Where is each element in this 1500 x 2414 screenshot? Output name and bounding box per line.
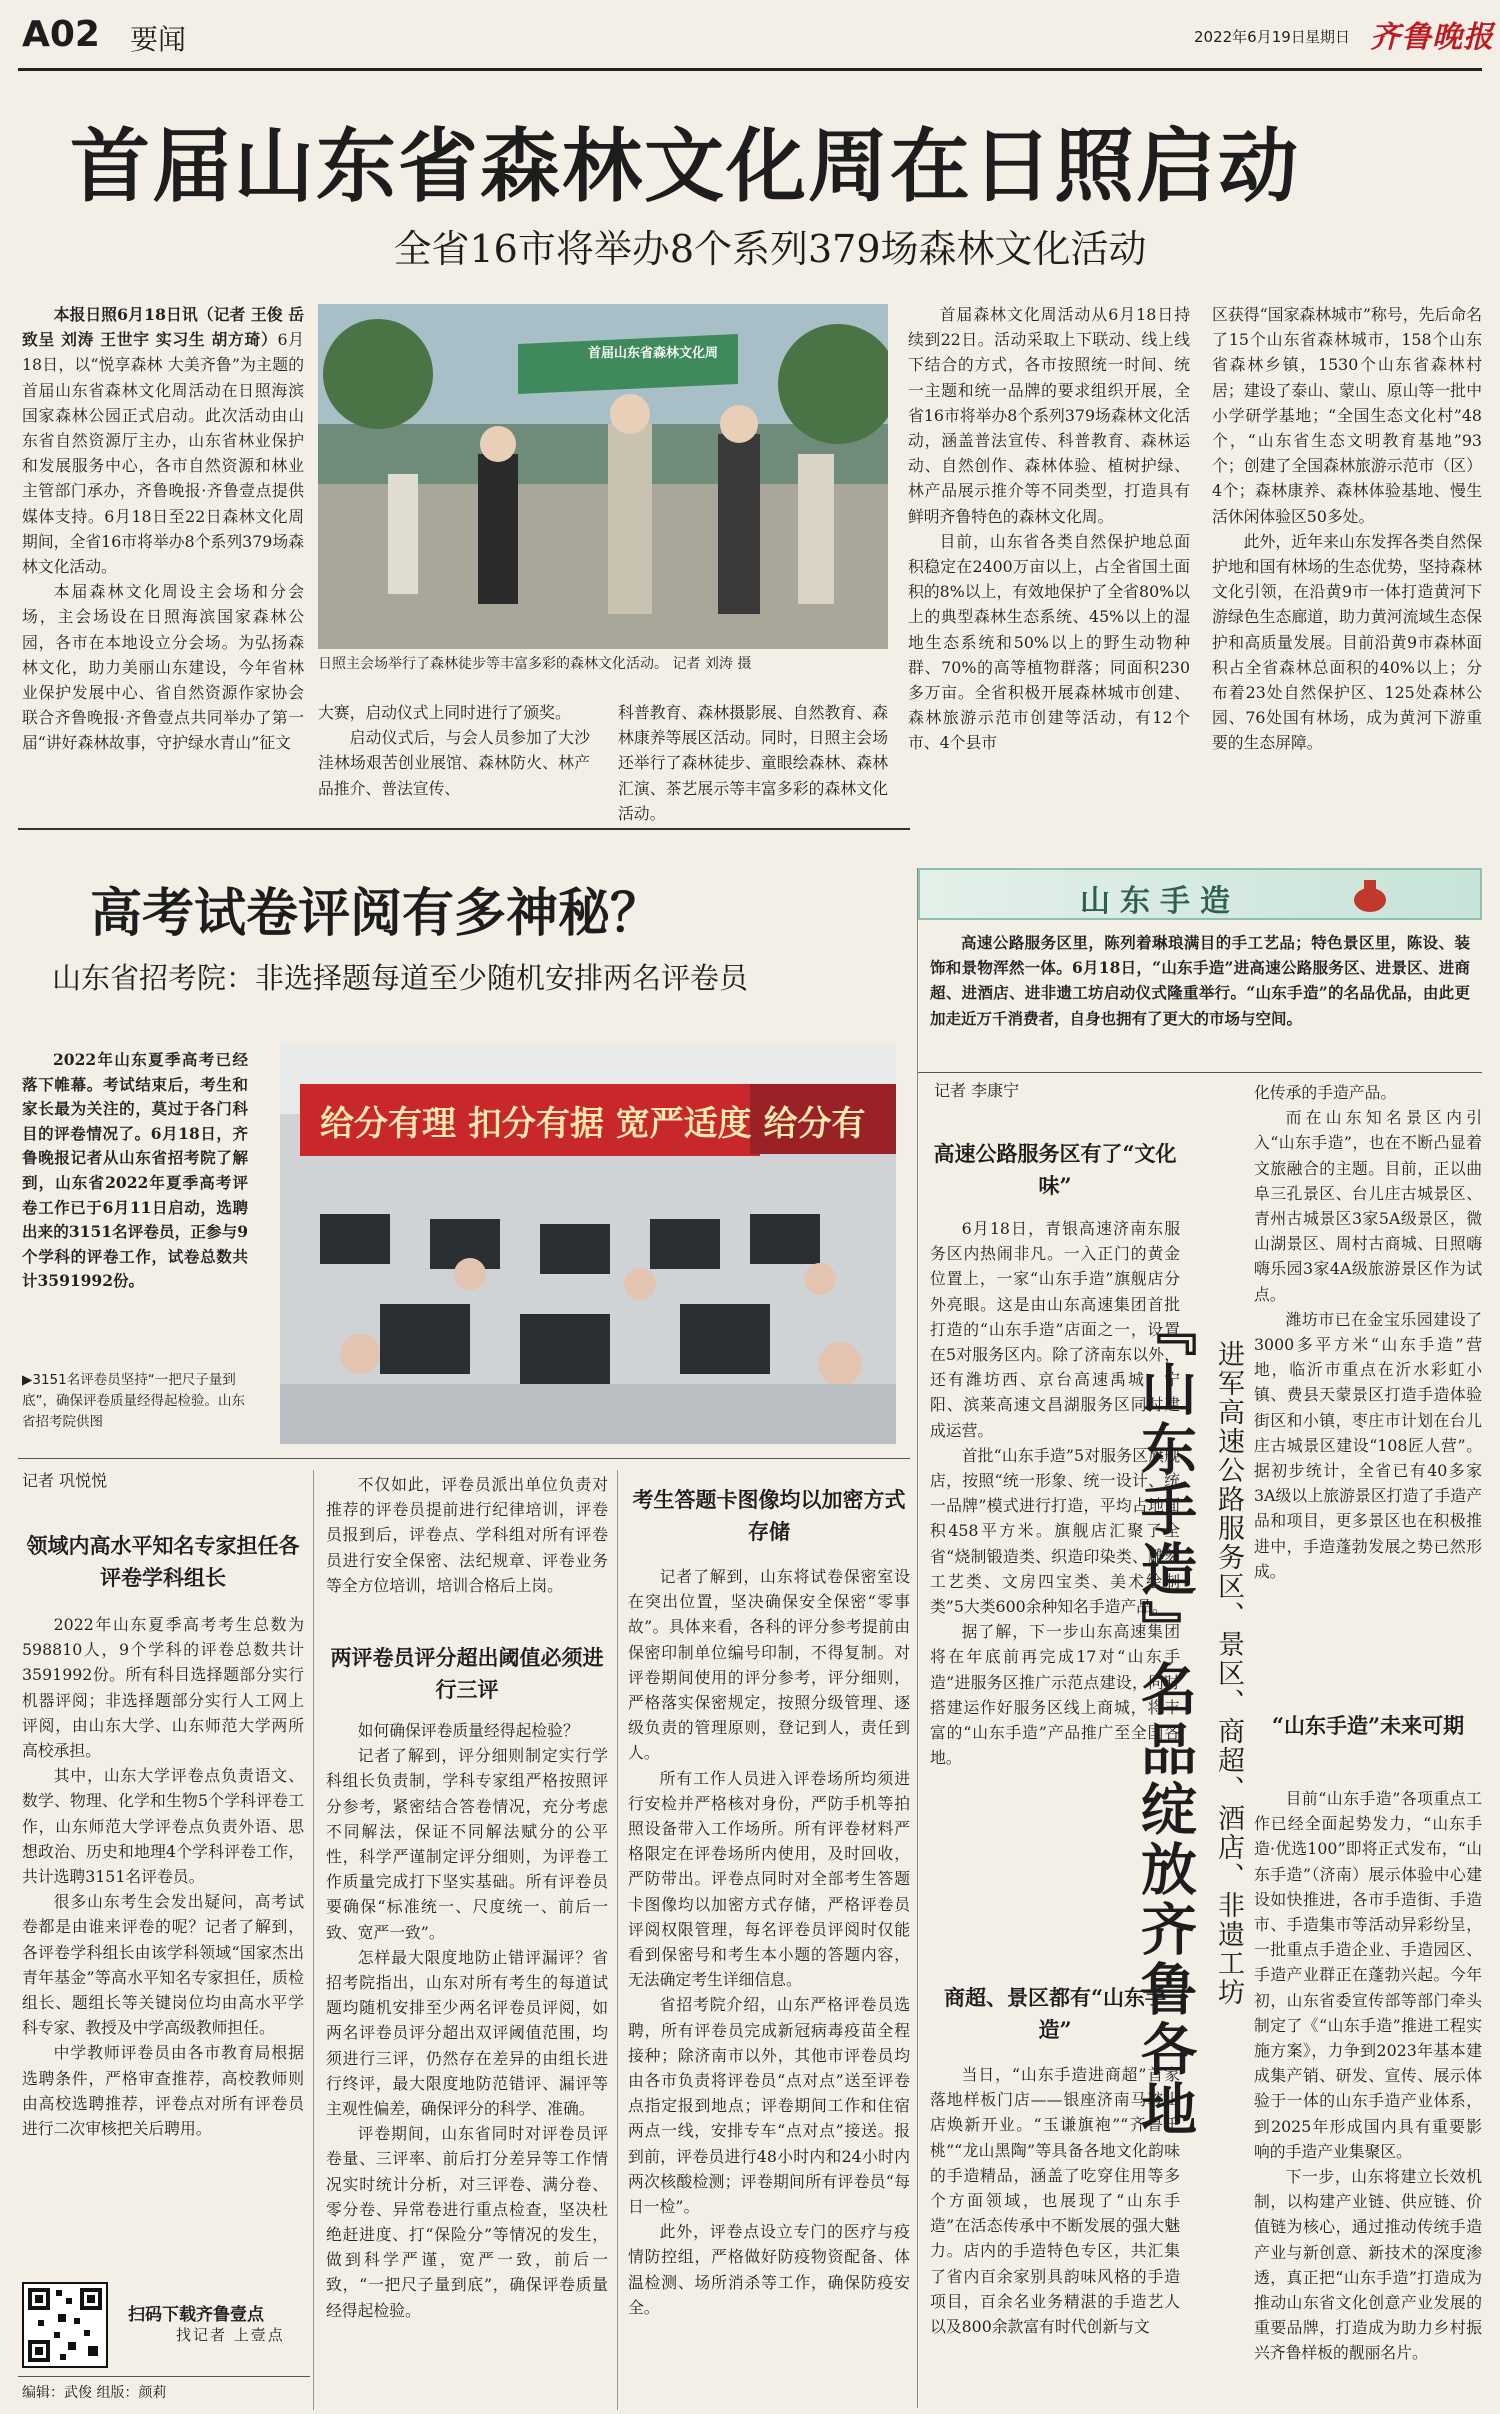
story3-big-title: 『山东手造』名品绽放齐鲁各地 [1132, 1300, 1198, 2140]
editor-line: 编辑：武俊 组版：颜莉 [22, 2385, 167, 2401]
story2-col2-p3: 记者了解到，评分细则制定实行学科组长负责制，学科专家组严格按照评分参考，紧密结合答卷情况，充分考虑不同解法，保证不同解法赋分的公平性，科学严谨制定评分细则，为评卷工作质量完成打下坚实基础。所有评卷员要确保“标准统一、尺度统一、前后一致、宽严一致”。 [326, 1746, 608, 1942]
story2-photo-caption: ▶3151名评卷员坚持“一把尺子量到底”，确保评卷质量经得起检验。山东省招考院供图 [22, 1372, 245, 1430]
story1-col5-p2: 此外，近年来山东发挥各类自然保护地和国有林场的生态优势，坚持森林文化引领，在沿黄9市一体打造黄河下游绿色生态廊道，助力黄河流域生态保护和高质量发展。目前沿黄9市森林面积占全省森林总面积的40%以上；分布着23处自然保护区、125处森林公园、76处国有林场，成为黄河下游重要的生态屏障。 [1212, 531, 1482, 753]
issue-date: 2022年6月19日 [1194, 28, 1306, 46]
story2-photo [280, 1044, 896, 1444]
story2-col2 [326, 1472, 608, 1598]
story1-col2b [318, 700, 590, 801]
story3-col2-p4: 下一步，山东将建立长效机制，以构建产业链、供应链、价值链为核心，通过推动传统手造产业与新创意、新技术的深度渗透，真正把“山东手造”打造成为推动山东省文化创意产业发展的重要品牌，打造成为助力乡村振兴齐鲁样板的靓丽名片。 [1254, 2167, 1482, 2363]
story1-photo-caption: 日照主会场举行了森林徒步等丰富多彩的森林文化活动。 记者 刘涛 摄 [318, 656, 752, 672]
story1-col5 [1212, 302, 1482, 756]
story3-sub1: 高速公路服务区有了“文化味” [933, 1141, 1177, 1198]
story1-bottom-rule [18, 828, 910, 830]
story2-col2-p4: 怎样最大限度地防止错评漏评？省招考院指出，山东对所有考生的每道试题均随机安排至少两名评卷员评阅，如两名评卷员评分超出双评阈值范围，均须进行三评，仍然存在差异的由组长进行终评，最大限度地防范错评、漏评等主观性偏差，确保评分的科学、准确。 [326, 1947, 608, 2119]
story2-headline: 高考试卷评阅有多神秘？ [90, 883, 663, 944]
story3-col1-p1: 6月18日，青银高速济南东服务区内热闹非凡。一入正门的黄金位置上，一家“山东手造”旗舰店分外亮眼。这是由山东高速集团首批打造的“山东手造”店面之一，设置在5对服务区内。除了济南东以外，还有潍坊西、京台高速禹城、宁阳、滨莱高速文昌湖服务区同时建成运营。 [930, 1219, 1180, 1440]
story3-sub2: 商超、景区都有“山东手造” [943, 1985, 1167, 2042]
story1-col5-p1: 区获得“国家森林城市”称号，先后命名了15个山东省森林城市，158个山东省森林乡镇，1530个山东省森林村居；建设了泰山、蒙山、原山等一批中小学研学基地；“全国生态文化村”48个，“山东省生态文明教育基地”93个；创建了全国森林旅游示范市（区）4个；森林康养、森林体验基地、慢生活休闲体验区50多处。 [1212, 305, 1482, 526]
footer-rule [18, 2376, 310, 2377]
story3-col1-p4: 当日，“山东手造进商超”首家落地样板门店——银座济南马鞍山店焕新开业。“玉谦旗袍”“齐鲁千桃”“龙山黑陶”等具备各地文化韵味的手造精品，涵盖了吃穿住用等多个方面领域，也展现了“山东手造”在活态传承中不断发展的强大魅力。店内的手造特色专区，共汇集了省内百余家别具韵味风格的手造项目，百余名业务精湛的手造艺人以及800余款富有时代创新与文 [930, 2065, 1180, 2337]
story3-col2 [1254, 1080, 1482, 1584]
story2-col3-p2: 所有工作人员进入评卷场所均须进行安检并严格核对身份，严防手机等拍照设备带入工作场所。所有评卷材料严格限定在评卷场所内使用，及时回收，严防带出。评卷点同时对全部考生答题卡图像均以加密方式存储，严格评卷员评阅权限管理，每名评卷员评阅时仅能看到保密号和考生本小题的答题内容，无法确定考生详细信息。 [628, 1768, 910, 1990]
story3-vertical-sub: 进军高速公路服务区、景区、商超、酒店、非遗工坊 [1213, 1340, 1244, 2007]
story1-col4-p1: 首届森林文化周活动从6月18日持续到22日。活动采取上下联动、线上线下结合的方式，各市按照统一时间、统一主题和统一品牌的要求组织开展，全省16市将举办8个系列379场森林文化活动，涵盖普法宣传、科普教育、森林运动、自然创作、森林体验、植树护绿、林产品展示推介等不同类型，打造具有鲜明齐鲁特色的森林文化周。 [908, 305, 1190, 526]
story2-mid-rule [18, 1458, 910, 1459]
story2-divider-1 [313, 1470, 314, 2410]
story3-left-border [917, 868, 918, 2408]
story2-col3-p4: 此外，评卷点设立专门的医疗与疫情防控组，严格做好防疫物资配备、体温检测、场所消杀等工作，确保防疫安全。 [628, 2222, 910, 2317]
story3-intro: 高速公路服务区里，陈列着琳琅满目的手工艺品；特色景区里，陈设、装饰和景物浑然一体。6月18日，“山东手造”进高速公路服务区、进景区、进商超、进酒店、进非遗工坊启动仪式隆重举行。“山东手造”的名品优品，由此更加走近万千消费者，自身也拥有了更大的市场与空间。 [930, 933, 1470, 1028]
story1-para3b: 科普教育、森林摄影展、自然教育、森林康养等展区活动。同时，日照主会场还举行了森林徒步、童眼绘森林、森林汇演、茶艺展示等丰富多彩的森林文化活动。 [618, 703, 888, 823]
story1-para2b: 大赛，启动仪式上同时进行了颁奖。 [318, 703, 571, 722]
story1-para2: 本届森林文化周设主会场和分会场，主会场设在日照海滨国家森林公园，各市在本地设立分会场。为弘扬森林文化，助力美丽山东建设，今年省林业保护发展中心、省自然资源作家协会联合齐鲁晚报·齐鲁壹点共同举办了第一届“讲好森林故事，守护绿水青山”征文 [22, 582, 304, 753]
story2-col3-p3: 省招考院介绍，山东严格评卷员选聘，所有评卷员完成新冠病毒疫苗全程接种；除济南市以外，其他市评卷员均由各市负责将评卷员“点对点”送至评卷点指定报到地点；评卷期间工作和住宿两点一线，安排专车“点对点”接送。报到前，评卷员进行48小时内和24小时内两次核酸检测；评卷期间所有评卷员“每日一检”。 [628, 1995, 910, 2217]
story3-col2-p1: 而在山东知名景区内引入“山东手造”，也在不断凸显着文旅融合的主题。目前，正以曲阜三孔景区、台儿庄古城景区、青州古城景区3家5A级景区，微山湖景区、周村古商城、日照嗨嗨乐园3家4A级旅游景区作为试点。 [1254, 1108, 1482, 1304]
story3-col2-top: 化传承的手造产品。 [1254, 1083, 1397, 1102]
story3-col1-p3: 据了解，下一步山东高速集团将在年底前再完成17对“山东手造”进服务区推广示范点建设，同时搭建运作好服务区线上商城，将丰富的“山东手造”产品推广至全国各地。 [930, 1622, 1180, 1768]
story3-col1-p2: 首批“山东手造”5对服务区旗舰店，按照“统一形象、统一设计、统一品牌”模式进行打造，平均占地面积458平方米。旗舰店汇聚了全省“烧制锻造类、织造印染类、雕刻工艺类、文房四宝类、美术绘制类”5大类600余种知名手造产品。 [930, 1445, 1180, 1617]
story1-photo [318, 304, 888, 649]
story1-col1 [22, 302, 304, 756]
story3-reporter: 记者 李康宁 [934, 1081, 1020, 1100]
story2-col1-p1: 2022年山东夏季高考考生总数为598810人，9个学科的评卷总数共计3591992份。所有科目选择题部分实行机器评阅；非选择题部分实行人工网上评阅，由山东大学、山东师范大学两所高校承担。 [22, 1615, 304, 1761]
story2-col2-p2: 如何确保评卷质量经得起检验？ [357, 1721, 579, 1740]
story2-col2-p5: 评卷期间，山东省同时对评卷员评卷量、三评率、前后打分差异等工作情况实时统计分析，对三评卷、满分卷、零分卷、异常卷进行重点检查，坚决杜绝赶进度、打“保险分”等情况的发生，做到科学严谨，宽严一致，前后一致，“一把尺子量到底”，确保评卷质量经得起检验。 [326, 2124, 608, 2320]
story3-tag-box [918, 868, 1482, 920]
story2-divider-2 [617, 1470, 618, 2410]
page-number: A02 [22, 14, 100, 55]
story1-col4-p2: 目前，山东省各类自然保护地总面积稳定在2400万亩以上，占全省国土面积的8%以上，有效地保护了全省80%以上的典型森林生态系统、45%以上的湿地生态系统和50%以上的野生动物种群、70%的高等植物群落；同面积230多万亩。全省积极开展森林城市创建、森林旅游示范市创建等活动，有12个市、4个县市 [908, 531, 1190, 753]
craft-vase-icon [1340, 874, 1400, 914]
story2-col3 [628, 1564, 910, 2320]
story1-col4 [908, 302, 1190, 756]
story1-subhead: 全省16市将举办8个系列379场森林文化活动 [393, 227, 1147, 271]
story3-col2-p2: 潍坊市已在金宝乐园建设了3000多平方米“山东手造”营地，临沂市重点在沂水彩虹小镇、费县天蒙景区打造手造体验街区和小镇，枣庄市计划在台儿庄古城景区建设“108匠人营”。据初步统计，全省已有40多家3A级以上旅游景区打造了手造产品和项目，更多景区也在积极推进中，手造蓬勃发展之势已然形成。 [1254, 1309, 1482, 1581]
story1-para3: 启动仪式后，与会人员参加了大沙洼林场艰苦创业展馆、森林防火、林产品推介、普法宣传、 [318, 728, 590, 798]
story2-sub3: 考生答题卡图像均以加密方式存储 [632, 1487, 906, 1544]
issue-weekday: 星期日 [1305, 28, 1351, 46]
page-header [0, 0, 1500, 72]
story2-lead: 2022年山东夏季高考已经落下帷幕。考试结束后，考生和家长最为关注的，莫过于各门科目的评卷情况了。6月18日，齐鲁晚报记者从山东省招考院了解到，山东省2022年夏季高考评卷工作已于6月11日启动，选聘出来的3151名评卷员，正参与9个学科的评卷工作，试卷总数共计3591992份。 [22, 1050, 248, 1291]
story3-col2-p3: 目前“山东手造”各项重点工作已经全面起势发力，“山东手造·优选100”即将正式发布，“山东手造”（济南）展示体验中心建设如快推进，各市手造街、手造市、手造集市等活动异彩纷呈，一批重点手造企业、手造园区、手造产业群正在蓬勃兴起。今年初，山东省委宣传部等部门牵头制定了《“山东手造”推进工程实施方案》，力争到2023年基本建成集产销、研发、宣传、展示体验于一体的山东手造产业体系，到2025年形成国内具有重要影响的手造产业集聚区。 [1254, 1789, 1482, 2161]
story3-tag: 山东手造 [1080, 884, 1240, 919]
story1-lead-rest: 6月18日，以“悦享森林 大美齐鲁”为主题的首届山东省森林文化周活动在日照海滨国家森林公园正式启动。此次活动由山东省自然资源厅主办，山东省林业保护和发展服务中心，各市自然资源和林业主管部门承办，齐鲁晚报·齐鲁壹点提供媒体支持。6月18日至22日森林文化周期间，全省16市将举办8个系列379场森林文化活动。 [22, 330, 304, 577]
qr-code[interactable] [22, 2282, 108, 2368]
story1-lead-bold: 本报日照6月18日讯（记者 王俊 岳致呈 刘涛 王世宇 实习生 胡方琦） [22, 305, 304, 350]
story2-col2b [326, 1718, 608, 2323]
banner-text: 给分有理 扣分有据 宽严适度 给分有 [320, 1104, 866, 1144]
story2-col1-p2: 其中，山东大学评卷点负责语文、数学、物理、化学和生物5个学科评卷工作，山东师范大学评卷点负责外语、思想政治、历史和地理4个学科评卷工作，共计选聘3151名评卷员。 [22, 1766, 304, 1887]
story2-sub1: 领域内高水平知名专家担任各评卷学科组长 [26, 1533, 300, 1590]
story3-top-rule [918, 1072, 1482, 1073]
section-name: 要闻 [130, 23, 187, 56]
story3-col2b [1254, 1786, 1482, 2366]
story3-sub3: “山东手造”未来可期 [1271, 1713, 1465, 1738]
photo-arch-text: 首届山东省森林文化周 [588, 346, 719, 361]
story2-sub2: 两评卷员评分超出阈值必须进行三评 [330, 1645, 604, 1702]
paper-logo: 齐鲁晚报 [1370, 20, 1494, 55]
story1-headline: 首届山东省森林文化周在日照启动 [70, 119, 1300, 213]
header-rule [18, 68, 1482, 71]
qr-text2: 找记者 上壹点 [176, 2326, 285, 2344]
story2-col2-p1: 不仅如此，评卷员派出单位负责对推荐的评卷员提前进行纪律培训，评卷员报到后，评卷点、学科组对所有评卷员进行安全保密、法纪规章、评卷业务等全方位培训，培训合格后上岗。 [326, 1475, 608, 1595]
story2-col1-p3: 很多山东考生会发出疑问，高考试卷都是由谁来评卷的呢？记者了解到，各评卷学科组长由该学科领域“国家杰出青年基金”等高水平知名专家担任，质检组长、题组长等关键岗位均由高水平学科专家、教授及中学高级教师担任。 [22, 1892, 304, 2038]
story2-col1-p4: 中学教师评卷员由各市教育局根据选聘条件，严格审查推荐，高校教师则由高校选聘推荐，评卷点对所有评卷员进行二次审核把关后聘用。 [22, 2043, 304, 2139]
qr-text: 扫码下载齐鲁壹点 [128, 2305, 264, 2325]
story2-col1 [22, 1612, 304, 2141]
story2-subhead: 山东省招考院：非选择题每道至少随机安排两名评卷员 [52, 961, 749, 995]
story2-reporter: 记者 巩悦悦 [22, 1471, 108, 1490]
story1-col3b [618, 700, 888, 826]
story2-col3-p1: 记者了解到，山东将试卷保密室设在突出位置，坚决确保安全保密“零事故”。具体来看，各科的评分参考提前由保密印制单位编号印制，不得复制。对评卷期间使用的评分参考，评分细则，严格落实保密规定，按照分级管理、逐级负责的管理原则，登记到人，责任到人。 [628, 1567, 910, 1763]
qr-code-icon [24, 2284, 106, 2366]
